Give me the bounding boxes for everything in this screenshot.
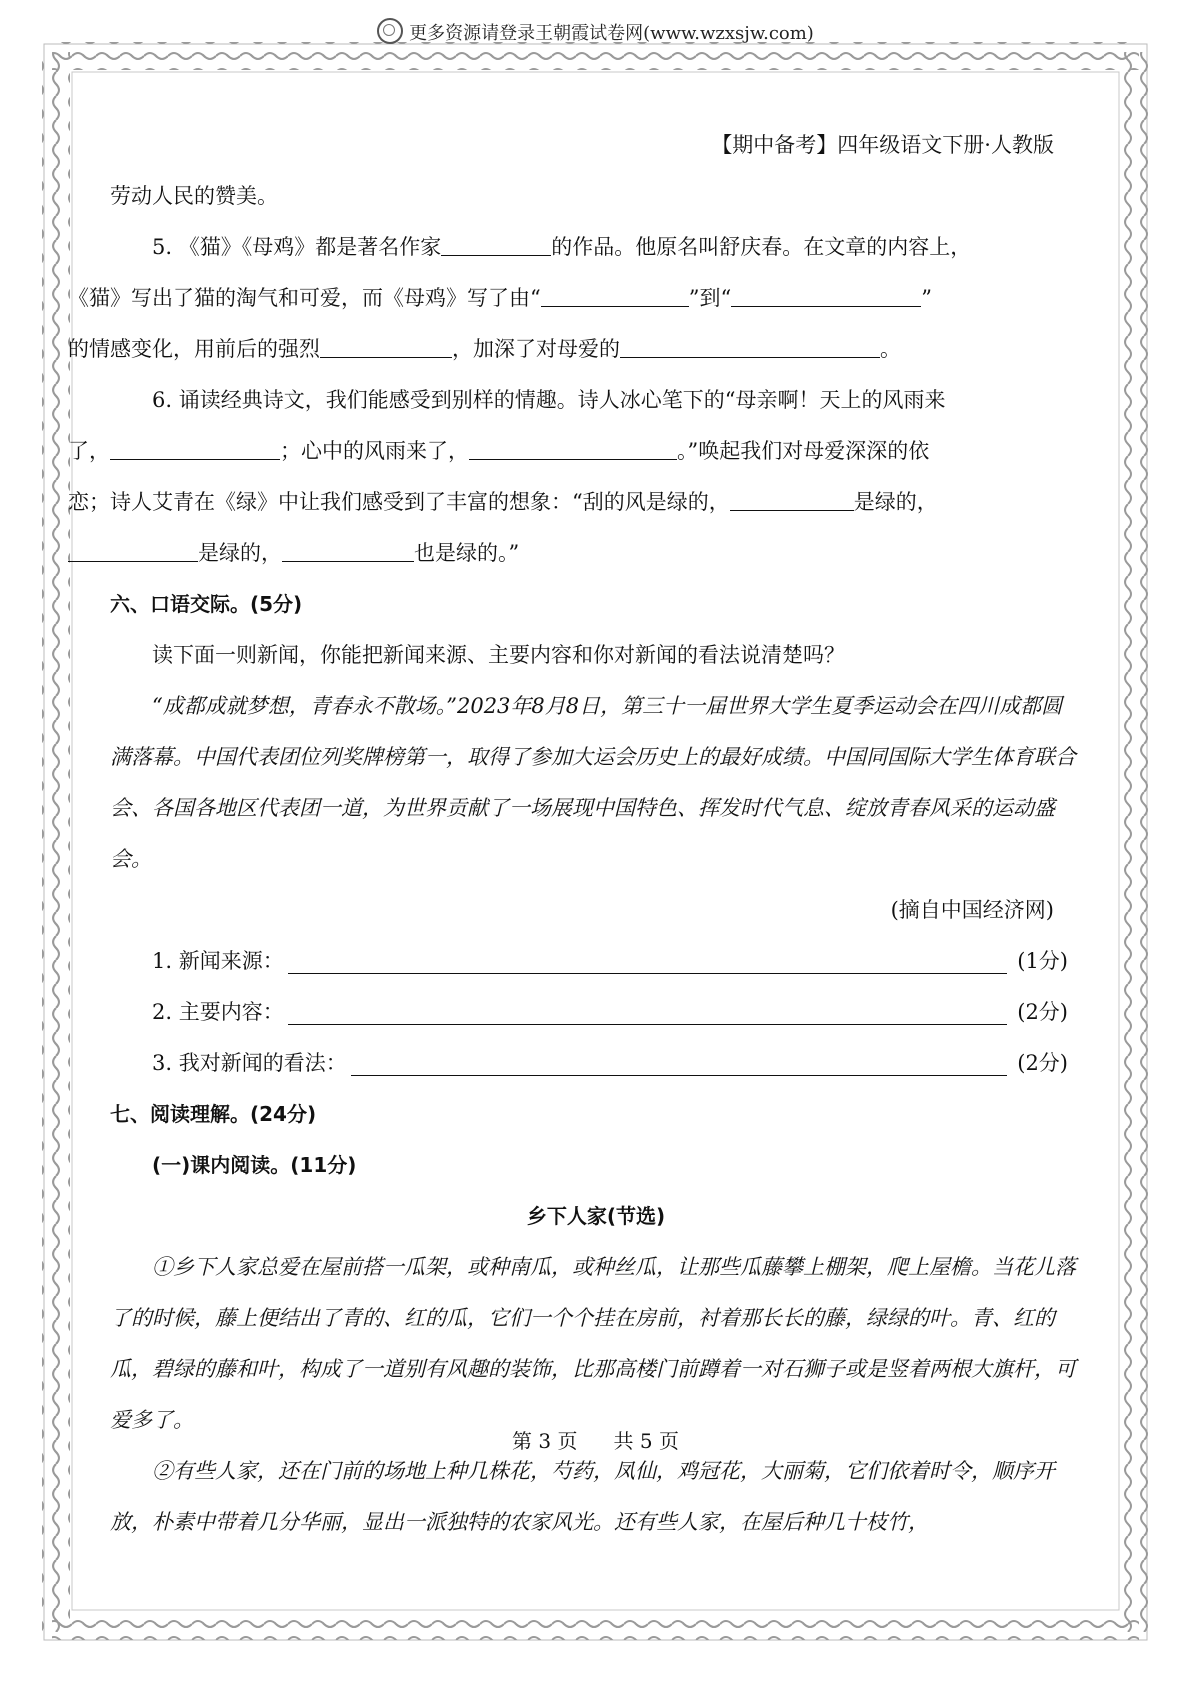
- blank-poem-2[interactable]: [469, 437, 677, 460]
- answer-row-opinion: 3. 我对新闻的看法： (2分): [152, 1051, 1068, 1075]
- news-source: (摘自中国经济网): [890, 898, 1054, 922]
- subsection-heading: (一)课内阅读。(11分): [152, 1153, 357, 1177]
- passage-paragraph-1: ①乡下人家总爱在屋前搭一瓜架，或种南瓜，或种丝瓜，让那些瓜藤攀上棚架，爬上屋檐。当花儿落了的时候，藤上便结出了青的、红的瓜，它们一个个挂在房前，衬着那长长的藤，绿绿的叶。青、红的瓜，碧绿的藤和叶，构成了一道别有风趣的装饰，比那高楼门前蹲着一对石狮子或是竖着两根大旗杆，可爱多了。: [110, 1255, 1076, 1432]
- blank-green-2[interactable]: [68, 539, 198, 562]
- answer-row-source: 1. 新闻来源： (1分): [152, 949, 1068, 973]
- page-total: 共 5 页: [613, 1429, 679, 1453]
- section-6-prompt: 读下面一则新闻，你能把新闻来源、主要内容和你对新闻的看法说清楚吗？: [152, 643, 845, 667]
- answer-line-opinion[interactable]: [351, 1051, 1008, 1076]
- top-banner: [0, 18, 1191, 45]
- blank-green-3[interactable]: [282, 539, 414, 562]
- blank-author[interactable]: [441, 233, 551, 256]
- question-6: 6. 诵读经典诗文，我们能感受到别样的情趣。诗人冰心笔下的“母亲啊！天上的风雨来 了， ；心中的风雨来了， 。”唤起我们对母爱深深的依 恋；诗人艾青在《绿》中让我们感受到了丰富的想象：“刮的风是绿的， 是绿的， 是绿的， 也是绿的。”: [68, 388, 946, 565]
- blank-contrast[interactable]: [320, 335, 452, 358]
- question-5: 5. 《猫》《母鸡》都是著名作家 的作品。他原名叫舒庆春。在文章的内容上， 《猫》写出了猫的淘气和可爱，而《母鸡》写了由“ ”到“ ” 的情感变化，用前后的强烈 ，加深了对母爱的 。: [68, 235, 972, 361]
- page-number: 第 3 页: [512, 1429, 578, 1453]
- answer-row-content: 2. 主要内容： (2分): [152, 1000, 1068, 1024]
- continuation-line: 劳动人民的赞美。: [110, 184, 278, 208]
- header-tag: 【期中备考】四年级语文下册·人教版: [711, 133, 1054, 157]
- seal-logo-icon: [377, 18, 403, 44]
- answer-line-content[interactable]: [288, 1000, 1008, 1025]
- page-content: [68, 120, 1082, 1548]
- section-7-heading: 七、阅读理解。(24分): [110, 1102, 317, 1126]
- blank-feeling-1[interactable]: [541, 284, 689, 307]
- answer-line-source[interactable]: [288, 949, 1008, 974]
- blank-poem-1[interactable]: [110, 437, 280, 460]
- blank-maternal-love[interactable]: [620, 335, 880, 358]
- page-footer: [0, 1425, 1191, 1454]
- banner-text: 更多资源请登录王朝霞试卷网(www.wzxsjw.com): [409, 23, 814, 44]
- section-6-heading: 六、口语交际。(5分): [110, 592, 303, 616]
- passage-paragraph-2: ②有些人家，还在门前的场地上种几株花，芍药，凤仙，鸡冠花，大丽菊，它们依着时令，顺序开放，朴素中带着几分华丽，显出一派独特的农家风光。还有些人家，在屋后种几十枝竹，: [110, 1459, 1055, 1534]
- news-passage: “成都成就梦想，青春永不散场。”2023年8月8日，第三十一届世界大学生夏季运动会在四川成都圆满落幕。中国代表团位列奖牌榜第一，取得了参加大运会历史上的最好成绩。中国同国际大学生体育联合会、各国各地区代表团一道，为世界贡献了一场展现中国特色、挥发时代气息、绽放青春风采的运动盛会。: [110, 694, 1076, 871]
- passage-title: 乡下人家(节选): [526, 1204, 666, 1228]
- blank-green-1[interactable]: [730, 488, 854, 511]
- blank-feeling-2[interactable]: [731, 284, 921, 307]
